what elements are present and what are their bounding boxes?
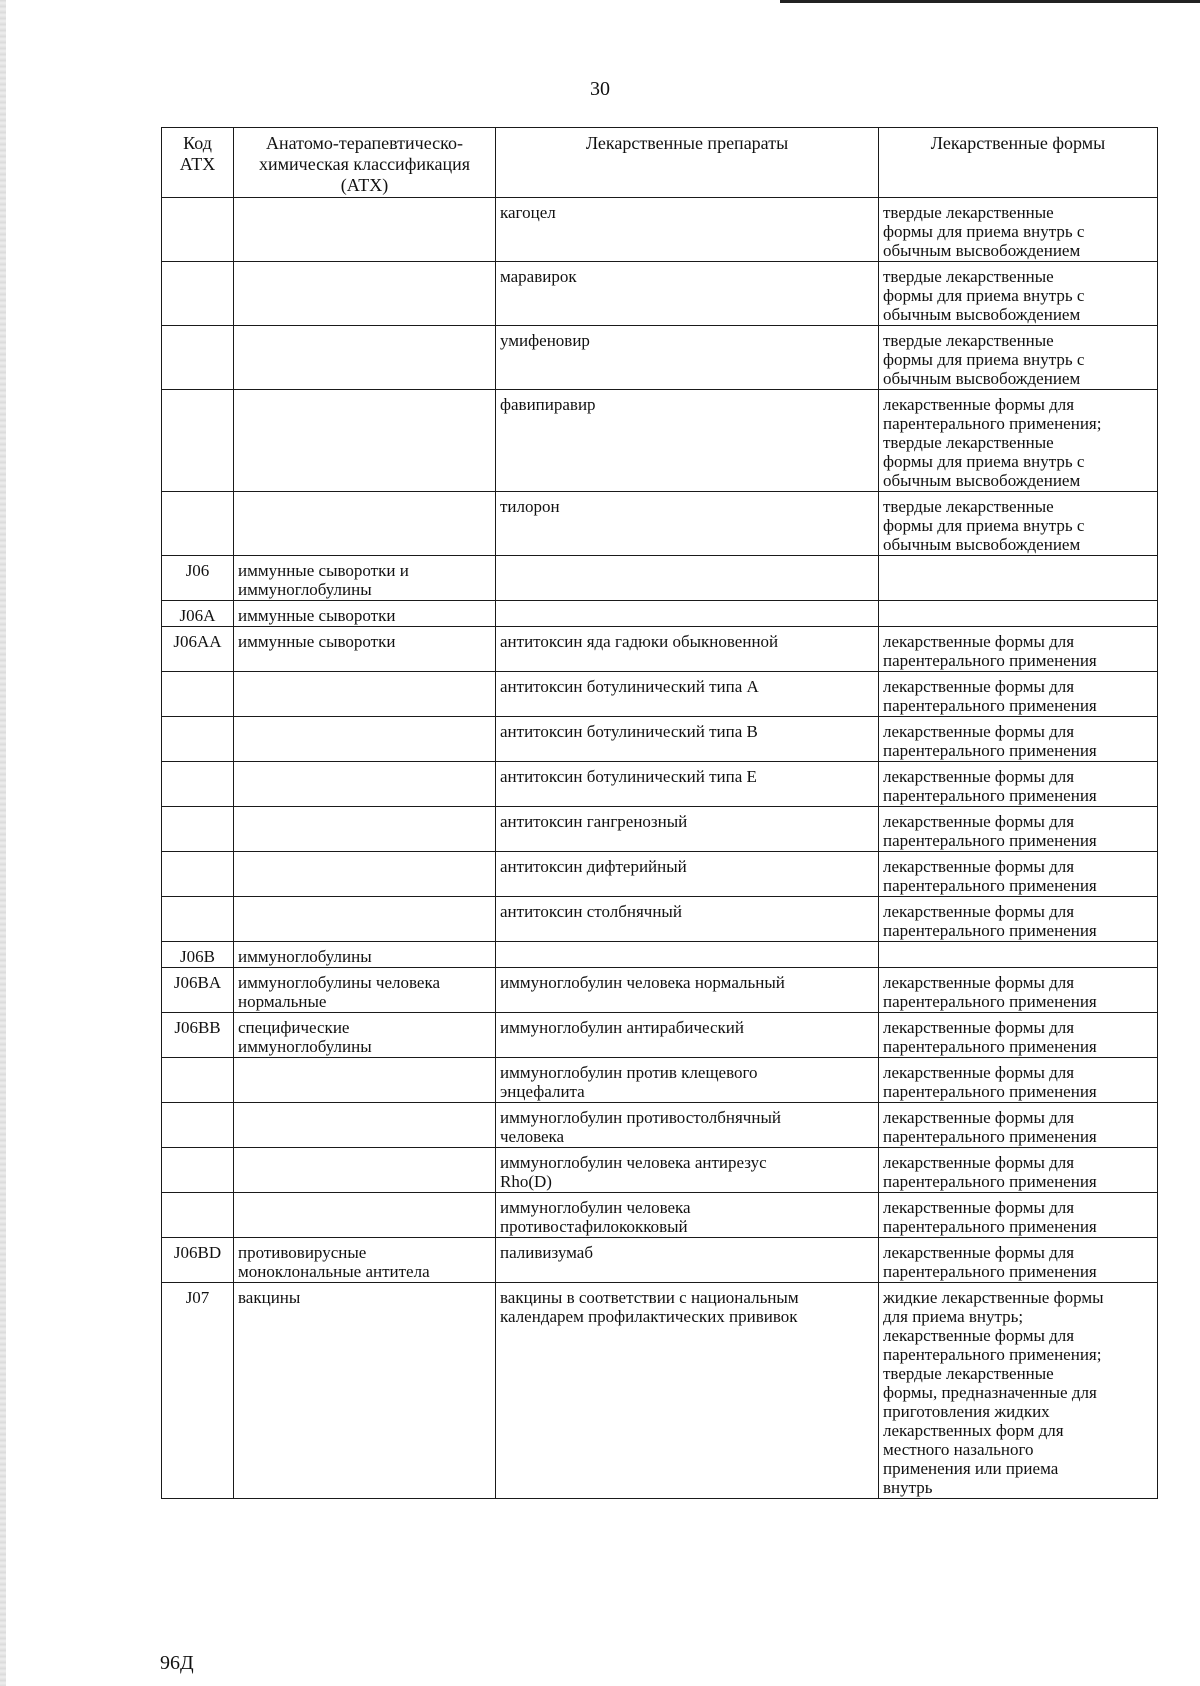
cell-dosage-form: лекарственные формы для парентерального применения bbox=[879, 1013, 1158, 1058]
cell-dosage-form bbox=[879, 601, 1158, 627]
cell-drug: антитоксин ботулинический типа А bbox=[496, 672, 879, 717]
table-row bbox=[162, 326, 1158, 390]
page-number: 30 bbox=[590, 78, 610, 100]
scan-edge-artifact bbox=[0, 0, 6, 1686]
cell-drug: умифеновир bbox=[496, 326, 879, 390]
cell-atc-code bbox=[162, 1193, 234, 1238]
cell-atc-classification bbox=[234, 717, 496, 762]
table-row bbox=[162, 672, 1158, 717]
cell-dosage-form bbox=[879, 942, 1158, 968]
table-row bbox=[162, 198, 1158, 262]
table-body bbox=[162, 198, 1158, 1499]
cell-atc-classification bbox=[234, 1193, 496, 1238]
table-row bbox=[162, 492, 1158, 556]
table-row bbox=[162, 1283, 1158, 1499]
cell-drug: вакцины в соответствии с национальным календарем профилактических прививок bbox=[496, 1283, 879, 1499]
cell-atc-classification: иммунные сыворотки bbox=[234, 627, 496, 672]
cell-atc-code bbox=[162, 897, 234, 942]
cell-atc-classification bbox=[234, 672, 496, 717]
table-row bbox=[162, 762, 1158, 807]
cell-atc-code bbox=[162, 326, 234, 390]
cell-dosage-form: жидкие лекарственные формы для приема внутрь; лекарственные формы для парентерального применения; твердые лекарственные формы, предназначенные для приготовления жидких лекарственных форм для местного назального применения или приема внутрь bbox=[879, 1283, 1158, 1499]
cell-drug: антитоксин яда гадюки обыкновенной bbox=[496, 627, 879, 672]
table-row bbox=[162, 852, 1158, 897]
cell-atc-classification bbox=[234, 492, 496, 556]
cell-dosage-form: лекарственные формы для парентерального применения bbox=[879, 852, 1158, 897]
table-row bbox=[162, 627, 1158, 672]
cell-dosage-form: твердые лекарственные формы для приема внутрь с обычным высвобождением bbox=[879, 492, 1158, 556]
cell-atc-code: J06BA bbox=[162, 968, 234, 1013]
cell-dosage-form: лекарственные формы для парентерального применения bbox=[879, 1058, 1158, 1103]
cell-drug: иммуноглобулин антирабический bbox=[496, 1013, 879, 1058]
cell-atc-code: J06 bbox=[162, 556, 234, 601]
cell-drug: иммуноглобулин человека противостафилококковый bbox=[496, 1193, 879, 1238]
cell-atc-code: J06A bbox=[162, 601, 234, 627]
cell-atc-code bbox=[162, 852, 234, 897]
cell-dosage-form: лекарственные формы для парентерального применения; твердые лекарственные формы для приема внутрь с обычным высвобождением bbox=[879, 390, 1158, 492]
cell-atc-code: J06BB bbox=[162, 1013, 234, 1058]
cell-atc-classification: вакцины bbox=[234, 1283, 496, 1499]
table-row bbox=[162, 897, 1158, 942]
cell-atc-classification bbox=[234, 1148, 496, 1193]
cell-atc-classification bbox=[234, 326, 496, 390]
cell-dosage-form: лекарственные формы для парентерального применения bbox=[879, 762, 1158, 807]
table-row bbox=[162, 1193, 1158, 1238]
cell-dosage-form: лекарственные формы для парентерального применения bbox=[879, 1193, 1158, 1238]
cell-atc-code bbox=[162, 198, 234, 262]
cell-atc-classification: иммуноглобулины bbox=[234, 942, 496, 968]
header-atc-classification: Анатомо-терапевтическо- химическая классификация (АТХ) bbox=[234, 128, 496, 198]
cell-drug: тилорон bbox=[496, 492, 879, 556]
table-row bbox=[162, 556, 1158, 601]
table-row bbox=[162, 390, 1158, 492]
table-row bbox=[162, 807, 1158, 852]
cell-atc-code: J06B bbox=[162, 942, 234, 968]
cell-atc-classification: иммунные сыворотки и иммуноглобулины bbox=[234, 556, 496, 601]
table-row bbox=[162, 1103, 1158, 1148]
cell-dosage-form: лекарственные формы для парентерального применения bbox=[879, 897, 1158, 942]
cell-drug: иммуноглобулин против клещевого энцефалита bbox=[496, 1058, 879, 1103]
cell-atc-classification bbox=[234, 198, 496, 262]
cell-atc-code bbox=[162, 390, 234, 492]
cell-atc-classification bbox=[234, 762, 496, 807]
cell-atc-code bbox=[162, 1058, 234, 1103]
cell-dosage-form: твердые лекарственные формы для приема внутрь с обычным высвобождением bbox=[879, 198, 1158, 262]
cell-atc-classification bbox=[234, 897, 496, 942]
cell-drug: иммуноглобулин человека антирезус Rho(D) bbox=[496, 1148, 879, 1193]
cell-drug: антитоксин столбнячный bbox=[496, 897, 879, 942]
table-row bbox=[162, 1058, 1158, 1103]
table-header bbox=[162, 128, 1158, 198]
cell-atc-classification bbox=[234, 807, 496, 852]
atc-classification-table bbox=[161, 127, 1158, 1499]
cell-atc-code: J06BD bbox=[162, 1238, 234, 1283]
cell-drug: антитоксин ботулинический типа В bbox=[496, 717, 879, 762]
top-rule bbox=[780, 0, 1200, 3]
cell-atc-classification: иммунные сыворотки bbox=[234, 601, 496, 627]
cell-drug: фавипиравир bbox=[496, 390, 879, 492]
table-row bbox=[162, 968, 1158, 1013]
cell-dosage-form: твердые лекарственные формы для приема внутрь с обычным высвобождением bbox=[879, 262, 1158, 326]
cell-atc-classification bbox=[234, 1058, 496, 1103]
cell-drug bbox=[496, 942, 879, 968]
table-row bbox=[162, 1013, 1158, 1058]
header-drugs: Лекарственные препараты bbox=[496, 128, 879, 198]
cell-atc-classification bbox=[234, 1103, 496, 1148]
cell-dosage-form: лекарственные формы для парентерального применения bbox=[879, 968, 1158, 1013]
cell-drug: иммуноглобулин противостолбнячный человека bbox=[496, 1103, 879, 1148]
cell-atc-code bbox=[162, 762, 234, 807]
cell-atc-code bbox=[162, 262, 234, 326]
cell-atc-classification: специфические иммуноглобулины bbox=[234, 1013, 496, 1058]
table-row bbox=[162, 717, 1158, 762]
cell-drug: маравирок bbox=[496, 262, 879, 326]
table-row bbox=[162, 1148, 1158, 1193]
header-atc-code: Код АТХ bbox=[162, 128, 234, 198]
cell-drug: антитоксин гангренозный bbox=[496, 807, 879, 852]
table-row bbox=[162, 942, 1158, 968]
cell-atc-code bbox=[162, 492, 234, 556]
cell-drug bbox=[496, 556, 879, 601]
footer-document-code: 96Д bbox=[160, 1652, 194, 1674]
cell-dosage-form: лекарственные формы для парентерального применения bbox=[879, 627, 1158, 672]
table-row bbox=[162, 262, 1158, 326]
cell-atc-classification bbox=[234, 262, 496, 326]
cell-dosage-form: лекарственные формы для парентерального применения bbox=[879, 672, 1158, 717]
cell-atc-code bbox=[162, 672, 234, 717]
cell-drug bbox=[496, 601, 879, 627]
cell-atc-code: J07 bbox=[162, 1283, 234, 1499]
cell-atc-classification bbox=[234, 390, 496, 492]
cell-dosage-form: лекарственные формы для парентерального применения bbox=[879, 1103, 1158, 1148]
header-dosage-forms: Лекарственные формы bbox=[879, 128, 1158, 198]
header-row bbox=[162, 128, 1158, 198]
cell-drug: паливизумаб bbox=[496, 1238, 879, 1283]
cell-atc-classification: противовирусные моноклональные антитела bbox=[234, 1238, 496, 1283]
cell-atc-code bbox=[162, 1103, 234, 1148]
cell-drug: антитоксин дифтерийный bbox=[496, 852, 879, 897]
cell-drug: антитоксин ботулинический типа Е bbox=[496, 762, 879, 807]
cell-drug: иммуноглобулин человека нормальный bbox=[496, 968, 879, 1013]
cell-atc-classification: иммуноглобулины человека нормальные bbox=[234, 968, 496, 1013]
cell-atc-code: J06AA bbox=[162, 627, 234, 672]
cell-dosage-form bbox=[879, 556, 1158, 601]
cell-atc-code bbox=[162, 717, 234, 762]
cell-dosage-form: лекарственные формы для парентерального применения bbox=[879, 807, 1158, 852]
cell-drug: кагоцел bbox=[496, 198, 879, 262]
cell-atc-classification bbox=[234, 852, 496, 897]
cell-atc-code bbox=[162, 807, 234, 852]
table-row bbox=[162, 1238, 1158, 1283]
cell-dosage-form: лекарственные формы для парентерального применения bbox=[879, 717, 1158, 762]
cell-dosage-form: лекарственные формы для парентерального применения bbox=[879, 1238, 1158, 1283]
cell-atc-code bbox=[162, 1148, 234, 1193]
cell-dosage-form: лекарственные формы для парентерального применения bbox=[879, 1148, 1158, 1193]
cell-dosage-form: твердые лекарственные формы для приема внутрь с обычным высвобождением bbox=[879, 326, 1158, 390]
table-row bbox=[162, 601, 1158, 627]
